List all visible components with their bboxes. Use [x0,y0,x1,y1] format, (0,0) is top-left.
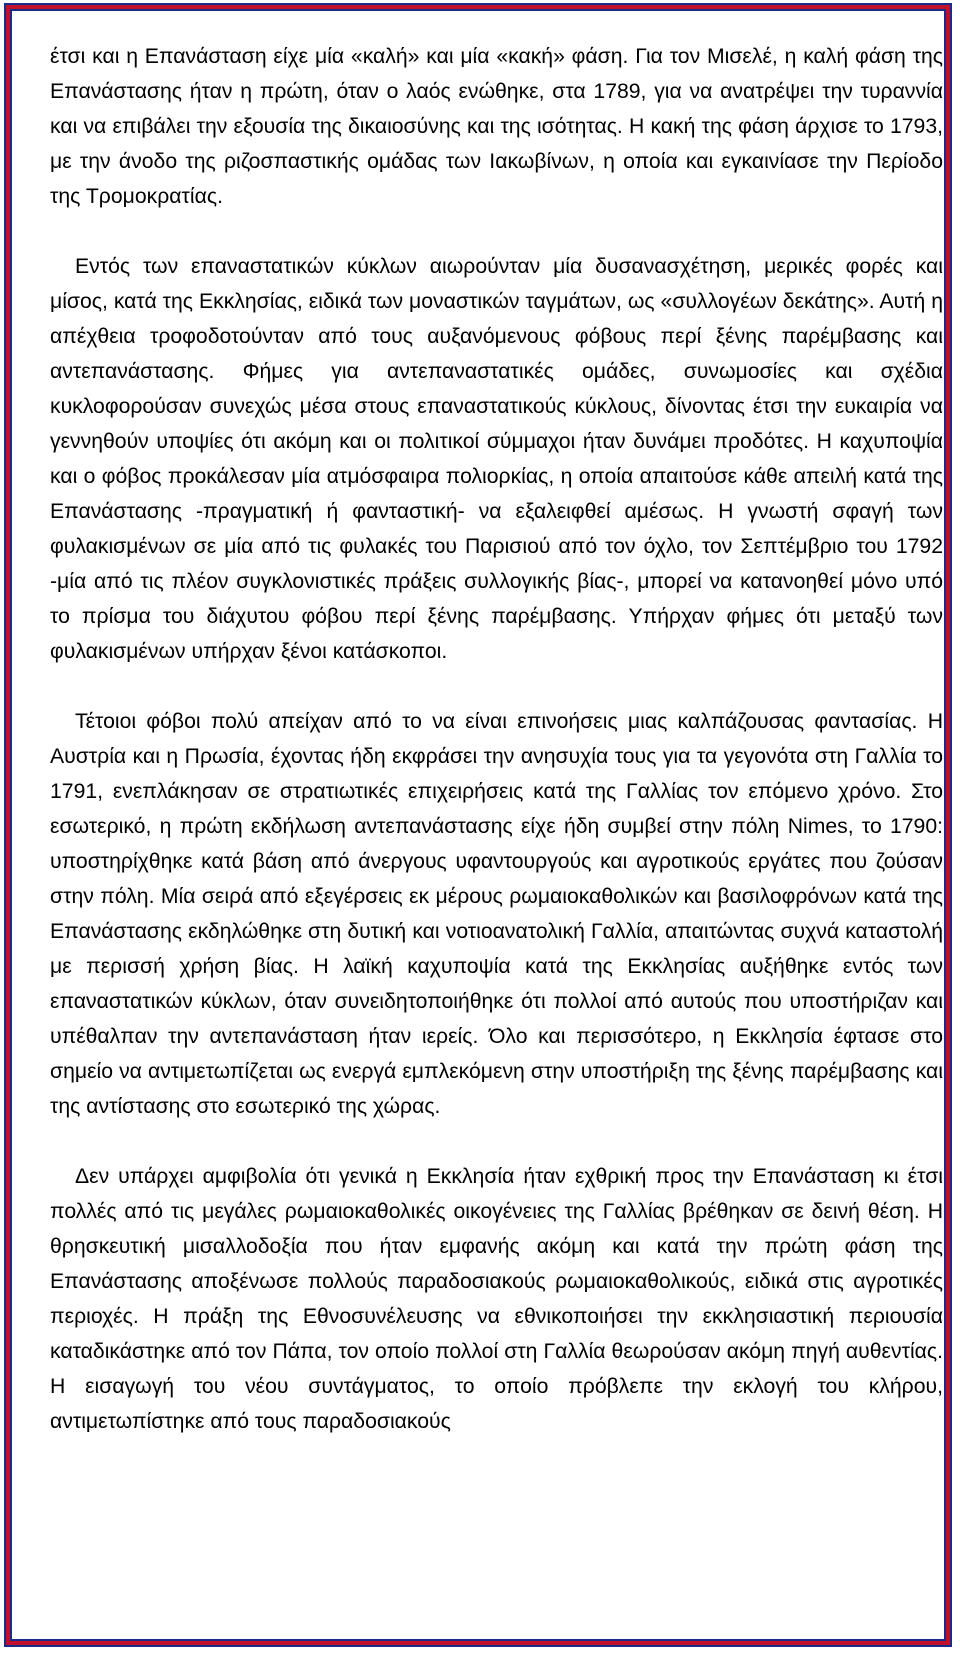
paragraph-2: Εντός των επαναστατικών κύκλων αιωρούνταν μία δυσανασχέτηση, μερικές φορές και μίσος, κατά της Εκκλησίας, ειδικά των μοναστικών ταγμάτων, ως «συλλογέων δεκάτης». Αυτή η απέχθεια τροφοδοτούνταν από τους αυξανόμενους φόβους περί ξένης παρέμβασης και αντεπανάστασης. Φήμες για αντεπαναστατικές ομάδες, συνωμοσίες και σχέδια κυκλοφορούσαν συνεχώς μέσα στους επαναστατικούς κύκλους, δίνοντας έτσι την ευκαιρία να γεννηθούν υποψίες ότι ακόμη και οι πολιτικοί σύμμαχοι ήταν δυνάμει προδότες. Η καχυποψία και ο φόβος προκάλεσαν μία ατμόσφαιρα πολιορκίας, η οποία απαιτούσε κάθε απειλή κατά της Επανάστασης -πραγματική ή φανταστική- να εξαλειφθεί αμέσως. Η γνωστή σφαγή των φυλακισμένων σε μία από τις φυλακές του Παρισιού από τον όχλο, τον Σεπτέμβριο του 1792 -μία από τις πλέον συγκλονιστικές πράξεις συλλογικής βίας-, μπορεί να κατανοηθεί μόνο υπό το πρίσμα του διάχυτου φόβου περί ξένης παρέμβασης. Υπήρχαν φήμες ότι μεταξύ των φυλακισμένων υπήρχαν ξένοι κατάσκοποι. [50,255,943,663]
paragraph-4: Δεν υπάρχει αμφιβολία ότι γενικά η Εκκλησία ήταν εχθρική προς την Επανάσταση κι έτσι πολλές από τις μεγάλες ρωμαιοκαθολικές οικογένειες της Γαλλίας βρέθηκαν σε δεινή θέση. Η θρησκευτική μισαλλοδοξία που ήταν εμφανής ακόμη και κατά την πρώτη φάση της Επανάστασης αποξένωσε πολλούς παραδοσιακούς ρωμαιοκαθολικούς, ειδικά στις αγροτικές περιοχές. Η πράξη της Εθνοσυνέλευσης να εθνικοποιήσει την εκκλησιαστική περιουσία καταδικάστηκε από τον Πάπα, τον οποίο πολλοί στη Γαλλία θεωρούσαν ακόμη πηγή αυθεντίας. Η εισαγωγή του νέου συντάγματος, το οποίο πρόβλεπε την εκλογή του κλήρου, αντιμετωπίστηκε από τους παραδοσιακούς [50,1165,943,1433]
paragraph-1: έτσι και η Επανάσταση είχε μία «καλή» και μία «κακή» φάση. Για τον Μισελέ, η καλή φάση της Επανάστασης ήταν η πρώτη, όταν ο λαός ενώθηκε, στα 1789, για να ανατρέψει την τυραννία και να επιβάλει την εξουσία της δικαιοσύνης και της ισότητας. Η κακή της φάση άρχισε το 1793, με την άνοδο της ριζοσπαστικής ομάδας των Ιακωβίνων, η οποία και εγκαινίασε την Περίοδο της Τρομοκρατίας. [50,45,943,208]
page-border-frame [6,5,950,1645]
paragraph-3: Τέτοιοι φόβοι πολύ απείχαν από το να είναι επινοήσεις μιας καλπάζουσας φαντασίας. Η Αυστρία και η Πρωσία, έχοντας ήδη εκφράσει την ανησυχία τους για τα γεγονότα στη Γαλλία το 1791, ενεπλάκησαν σε στρατιωτικές επιχειρήσεις κατά της Γαλλίας τον επόμενο χρόνο. Στο εσωτερικό, η πρώτη εκδήλωση αντεπανάστασης είχε ήδη συμβεί στην πόλη Nimes, το 1790: υποστηρίχθηκε κατά βάση από άνεργους υφαντουργούς και αγροτικούς εργάτες που ζούσαν στην πόλη. Μία σειρά από εξεγέρσεις εκ μέρους ρωμαιοκαθολικών και βασιλοφρόνων κατά της Επανάστασης εκδηλώθηκε στη δυτική και νοτιοανατολική Γαλλία, απαιτώντας συχνά καταστολή με περισσή χρήση βίας. Η λαϊκή καχυποψία κατά της Εκκλησίας αυξήθηκε εντός των επαναστατικών κύκλων, όταν συνειδητοποιήθηκε ότι πολλοί από αυτούς που υποστήριζαν και υπέθαλπαν την αντεπανάσταση ήταν ιερείς. Όλο και περισσότερο, η Εκκλησία έφτασε στο σημείο να αντιμετωπίζεται ως ενεργά εμπλεκόμενη στην υποστήριξη της ξένης παρέμβασης και της αντίστασης στο εσωτερικό της χώρας. [50,710,943,1118]
document-body [50,39,943,1439]
